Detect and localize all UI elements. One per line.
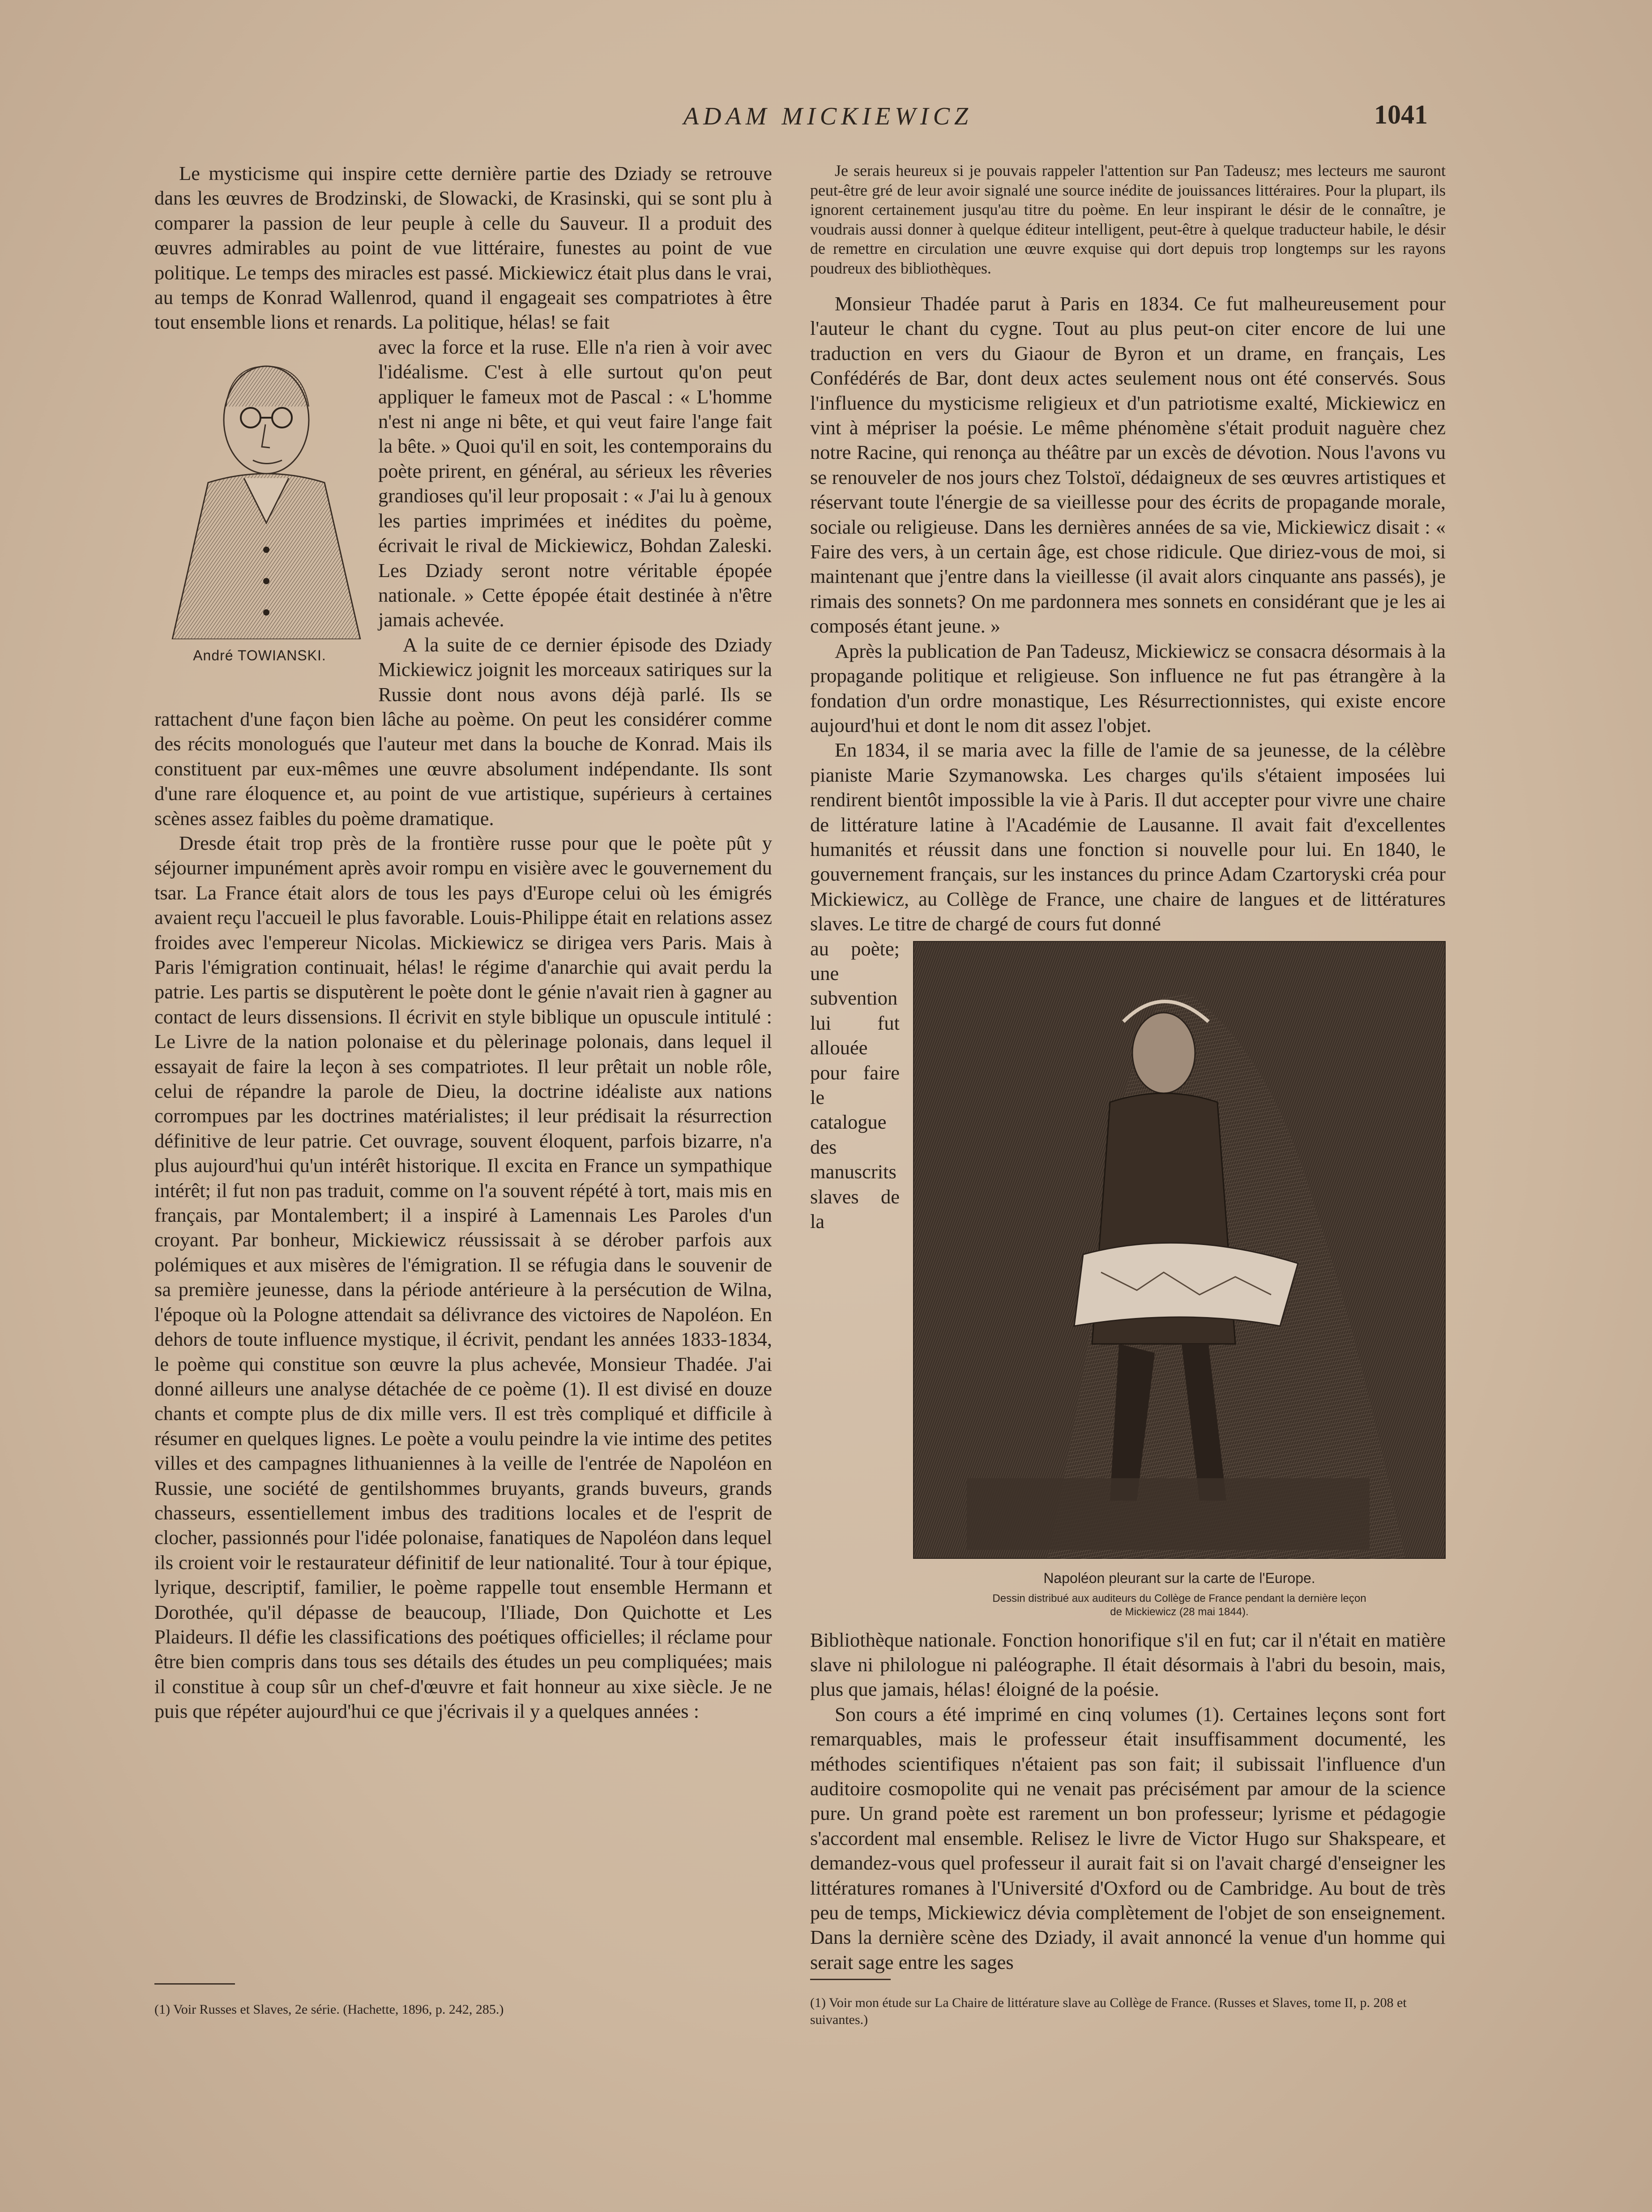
right-footnote-rule <box>810 1979 891 1980</box>
right-paragraph-4: Son cours a été imprimé en cinq volumes (1). Certaines leçons sont fort remarquables, mais le professeur était insuffisamment documenté, les méthodes scientifiques n'étaient pas son fait; il subissait l'influence d'un auditoire cosmopolite qui ne venait pas précisément par amour de la science pure. Un grand poète est rarement un bon professeur; lyrisme et pédagogie s'accordent mal ensemble. Relisez le livre de Victor Hugo sur Shakspeare, et demandez-vous quel professeur il aurait fait si on l'avait chargé d'enseigner les littératures romanes à l'Université d'Oxford ou de Cambridge. Au bout de très peu de temps, Mickiewicz dévia complètement de l'objet de son enseignement. Dans la dernière scène des Dziady, il avait annoncé la venue d'un homme qui serait sage entre les sages <box>810 1703 1446 1973</box>
right-paragraph-3: En 1834, il se maria avec la fille de l'amie de sa jeunesse, de la célèbre pianiste Marie Szymanowska. Les charges qu'ils s'étaient imposées lui rendirent bientôt impossible la vie à Paris. Il dut accepter pour vivre une chaire de littérature latine à l'Académie de Lausanne. Il avait fait d'excellentes humanités et réussit dans une fonction si nouvelle pour lui. En 1840, le gouvernement français, sur les instances du prince Adam Czartoryski créa pour Mickiewicz, au Collège de France, une chaire de langues et de littératures slaves. Le titre de chargé de cours fut donné <box>810 739 1446 935</box>
portrait-figure <box>154 335 365 684</box>
illustration-caption-title: Napoléon pleurant sur la carte de l'Europe. <box>1043 1570 1315 1586</box>
left-paragraph-2: A la suite de ce dernier épisode des Dziady Mickiewicz joignit les morceaux satiriques sur la Russie dont nous avons déjà parlé. Ils se rattachent d'une façon bien lâche au poème. On peut les considérer comme des récits monologués que l'auteur met dans la bouche de Konrad. Mais ils constituent par eux-mêmes une œuvre absolument indépendante. Ils sont d'une rare éloquence et, au point de vue artistique, supérieurs à certaines scènes assez faibles du poème dramatique. <box>154 633 772 830</box>
right-footnote: (1) Voir mon étude sur La Chaire de littérature slave au Collège de France. (Russes et Slaves, tome II, p. 208 et suivantes.) <box>810 1995 1407 2027</box>
page-number: 1041 <box>1374 100 1428 129</box>
illustration-caption-subtitle: Dessin distribué aux auditeurs du Collège de France pendant la dernière leçon de Mickiewicz (28 mai 1844). <box>992 1592 1366 1618</box>
left-intro-paragraph: Le mysticisme qui inspire cette dernière partie des Dziady se retrouve dans les œuvres de Brodzinski, de Slowacki, de Krasinski, qui se sont plu à comparer la passion de leur peuple à celle du Sauveur. Il a produit des œuvres admirables au point de vue littéraire, funestes au point de vue politique. Le temps des miracles est passé. Mickiewicz était plus dans le vrai, au temps de Konrad Wallenrod, quand il engageait ses compatriotes à être tout ensemble lions et renards. La politique, hélas! se fait <box>154 162 772 334</box>
left-column <box>154 161 772 1724</box>
left-footnote: (1) Voir Russes et Slaves, 2e série. (Hachette, 1896, p. 242, 285.) <box>154 2002 504 2017</box>
left-paragraph-3: Dresde était trop près de la frontière russe pour que le poète pût y séjourner impunément après avoir rompu en visière avec le gouvernement du tsar. La France était alors de tous les pays d'Europe celui où les émigrés avaient reçu l'accueil le plus favorable. Louis-Philippe était en relations assez froides avec l'empereur Nicolas. Mickiewicz se dirigea vers Paris. Mais à Paris l'émigration continuait, hélas! le régime d'anarchie qui avait perdu la patrie. Les partis se disputèrent le poète dont le génie n'avait rien à gagner au contact de leurs dissensions. Il écrivit en style biblique un opuscule intitulé : Le Livre de la nation polonaise et du pèlerinage polonais, dans lequel il essayait de faire la leçon à ses compatriotes. Il leur prêtait un noble rôle, celui de répandre la parole de Dieu, la doctrine idéaliste aux nations corrompues par les doctrines matérialistes; il leur prédisait la résurrection définitive de leur patrie. Cet ouvrage, souvent éloquent, parfois bizarre, n'a plus aujourd'hui qu'un intérêt historique. Il excita en France un sympathique intérêt; il fut non pas traduit, comme on l'a souvent répété à tort, mais mis en français, par Montalembert; il a inspiré à Lamennais Les Paroles d'un croyant. Par bonheur, Mickiewicz réussissait à se dérober parfois aux polémiques et aux misères de l'émigration. Il se réfugia dans le souvenir de sa première jeunesse, dans la période antérieure à la persécution de Wilna, l'époque où la Pologne attendait sa délivrance des victoires de Napoléon. En dehors de toute influence mystique, il écrivit, pendant les années 1833-1834, le poème qui constitue son œuvre la plus achevée, Monsieur Thadée. J'ai donné ailleurs une analyse détachée de ce poème (1). Il est divisé en douze chants et compte plus de dix mille vers. Il est très compliqué et difficile à résumer en quelques lignes. Le poète a voulu peindre la vie intime des petites villes et des campagnes lithuaniennes à la veille de l'entrée de Napoléon en Russie, une société de gentilshommes bruyants, grands buveurs, grands chasseurs, essentiellement imbus des traditions locales et de l'esprit de clocher, passionnés pour l'idée polonaise, fanatiques de Napoléon dans lequel ils croient voir le restaurateur définitif de leur nationalité. Tour à tour épique, lyrique, descriptif, familier, le poème rappelle tout ensemble Hermann et Dorothée, qu'il dépasse de beaucoup, l'Iliade, Don Quichotte et Les Plaideurs. Il défie les classifications des poétiques officielles; il réclame pour être bien compris dans tous ses détails des études un peu compliquées; mais il constitue à coup sûr un chef-d'œuvre et fait honneur au xixe siècle. Je ne puis que répéter aujourd'hui ce que j'écrivais il y a quelques années : <box>154 831 772 1723</box>
left-wrap-paragraph: avec la force et la ruse. Elle n'a rien à voir avec l'idéalisme. C'est à elle surtout qu'on peut appliquer le fameux mot de Pascal : « L'homme n'est ni ange ni bête, et qui veut faire l'ange fait la bête. » Quoi qu'il en soit, les contemporains du poète prirent, en général, au sérieux les rêveries grandioses qu'il leur proposait : « J'ai lu à genoux les parties imprimées et inédites du poème, écrivait le rival de Mickiewicz, Bohdan Zaleski. Les Dziady seront notre véritable épopée nationale. » Cette épopée était destinée à n'être jamais achevée. <box>378 335 772 631</box>
portrait-caption: André TOWIANSKI. <box>193 647 326 663</box>
napoleon-engraving <box>913 941 1446 1559</box>
right-paragraph-2: Après la publication de Pan Tadeusz, Mickiewicz se consacra désormais à la propagande politique et religieuse. Son influence ne fut pas étrangère à la fondation d'un ordre monastique, Les Résurrectionnistes, qui existe encore aujourd'hui et dont le nom dit assez l'objet. <box>810 639 1446 736</box>
running-title: ADAM MICKIEWICZ <box>683 103 973 130</box>
block-quote: Je serais heureux si je pouvais rappeler l'attention sur Pan Tadeusz; mes lecteurs me sauront peut-être gré de leur avoir signalé une source inédite de jouissances littéraires. Pour la plupart, ils ignorent certainement jusqu'au titre du poème. En leur inspirant le désir de le connaître, je voudrais aussi donner à quelque éditeur intelligent, peut-être à quelque traducteur habile, le désir de remettre en circulation une œuvre exquise qui dort depuis trop longtemps sur les rayons poudreux des bibliothèques. <box>810 162 1446 277</box>
napoleon-figure <box>913 941 1446 1619</box>
right-wrap-paragraph: au poète; une subvention lui fut allouée pour faire le catalogue des manuscrits slaves de la Bibliothèque nationale. Fonction honorifique s'il en fut; car il n'était en matière slave ni philologue ni paléographe. Il était désormais à l'abri du besoin, mais, plus que jamais, hélas! éloigné de la poésie. <box>810 937 1446 1701</box>
right-column <box>810 161 1446 1975</box>
portrait-engraving <box>154 335 365 639</box>
right-paragraph-1: Monsieur Thadée parut à Paris en 1834. Ce fut malheureusement pour l'auteur le chant du cygne. Tout au plus peut-on citer encore de lui une traduction en vers du Giaour de Byron et un drame, en français, Les Confédérés de Bar, dont deux actes seulement nous ont été conservés. Sous l'influence du mysticisme religieux et d'un patriotisme exalté, Mickiewicz en vint à mépriser la poésie. Le même phénomène s'était produit naguère chez notre Racine, qui renonça au théâtre par un excès de dévotion. Nous l'avons vu se renouveler de nos jours chez Tolstoï, dédaigneux de ses œuvres artistiques et réservant toute l'énergie de sa vieillesse pour des écrits de propagande morale, sociale ou religieuse. Dans les dernières années de sa vie, Mickiewicz disait : « Faire des vers, à un certain âge, est chose ridicule. Que diriez-vous de moi, si maintenant que j'entre dans la vieillesse (il avait alors cinquante ans passés), je rimais des sonnets? On me pardonnera mes sonnets en considérant que je les ai composés étant jeune. » <box>810 292 1446 638</box>
left-footnote-rule <box>154 1983 235 1985</box>
